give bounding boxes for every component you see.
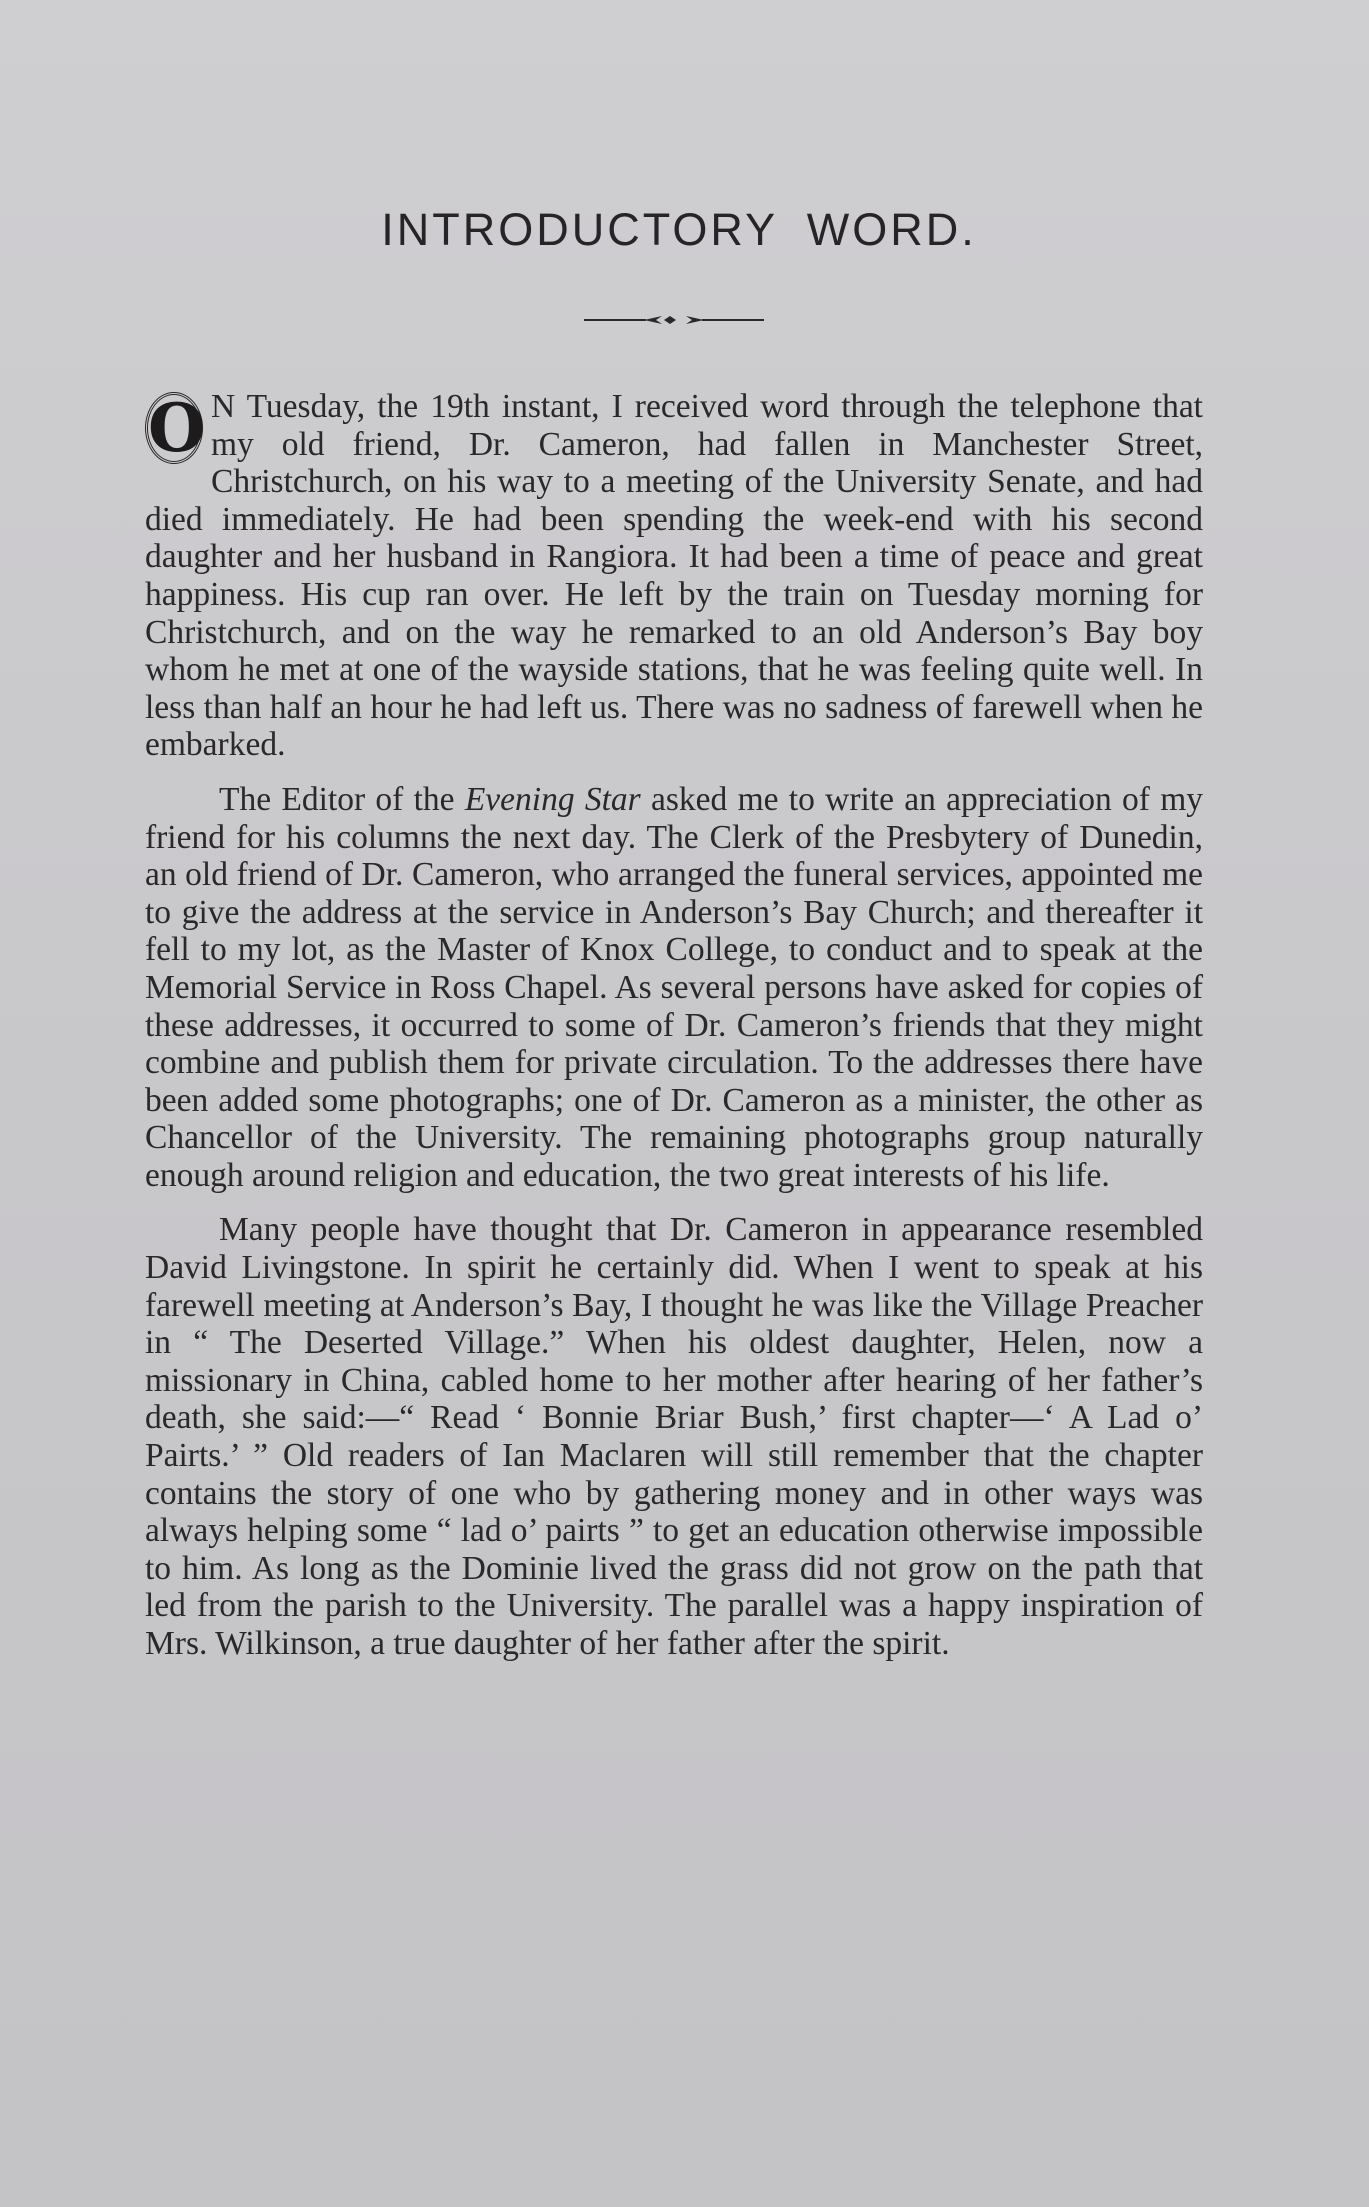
page-title: INTRODUCTORY WORD. [381, 204, 977, 255]
paragraph-2-before: The Editor of the [219, 780, 465, 818]
paragraph-2 [145, 781, 1203, 1195]
drop-cap: O [145, 392, 203, 464]
paragraph-1 [145, 388, 1203, 764]
page-content [145, 200, 1203, 1663]
ornamental-rule-icon [584, 310, 764, 330]
paragraph-2-newspaper-title: Evening Star [464, 780, 641, 818]
paragraph-1-text: N Tuesday, the 19th instant, I received word through the telephone that my old friend, Dr. Cameron, had fallen in Manchester Street, Christchurch, on his way to a meeting of the University Senate, and had died immediately. He had been spending the week-end with his second daughter and her husband in Rangiora. It had been a time of peace and great happiness. His cup ran over. He left by the train on Tuesday morning for Christchurch, and on the way he remarked to an old Anderson’s Bay boy whom he met at one of the wayside stations, that he was feeling quite well. In less than half an hour he had left us. There was no sadness of farewell when he embarked. [145, 388, 1203, 764]
body-text [145, 388, 1203, 1663]
paragraph-3: Many people have thought that Dr. Cameron in appearance resembled David Livingstone. In spirit he certainly did. When I went to speak at his farewell meeting at Anderson’s Bay, I thought he was like the Village Preacher in “ The Deserted Village.” When his oldest daughter, Helen, now a missionary in China, cabled home to her mother after hearing of her father’s death, she said:—“ Read ‘ Bonnie Briar Bush,’ first chapter—‘ A Lad o’ Pairts.’ ” Old readers of Ian Maclaren will still remember that the chapter contains the story of one who by gathering money and in other ways was always helping some “ lad o’ pairts ” to get an education otherwise impossible to him. As long as the Dominie lived the grass did not grow on the path that led from the parish to the University. The parallel was a happy inspiration of Mrs. Wilkinson, a true daughter of her father after the spirit. [145, 1211, 1203, 1662]
paragraph-2-after: asked me to write an appreciation of my friend for his columns the next day. The Clerk of the Presbytery of Dunedin, an old friend of Dr. Cameron, who arranged the funeral services, appointed me to give the address at the service in Anderson’s Bay Church; and thereafter it fell to my lot, as the Master of Knox College, to conduct and to speak at the Memorial Service in Ross Chapel. As several persons have asked for copies of these addresses, it occurred to some of Dr. Cameron’s friends that they might combine and publish them for private circulation. To the addresses there have been added some photographs; one of Dr. Cameron as a minister, the other as Chancellor of the University. The remaining photographs group naturally enough around religion and education, the two great interests of his life. [145, 780, 1204, 1194]
